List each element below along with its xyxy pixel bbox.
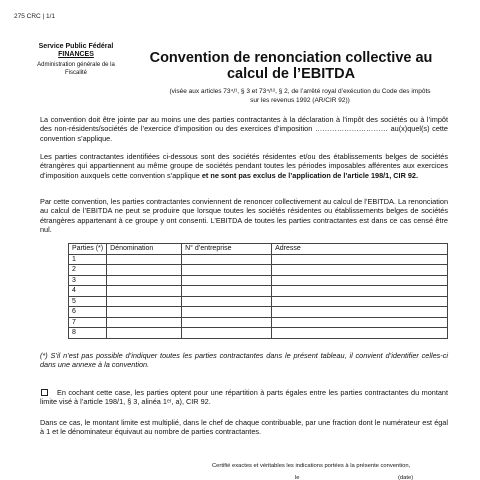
enterprise-number-cell[interactable] <box>182 307 272 318</box>
address-cell[interactable] <box>272 286 448 297</box>
row-number: 3 <box>69 275 107 286</box>
header-parties: Parties (*) <box>69 244 107 255</box>
header-address: Adresse <box>272 244 448 255</box>
row-number: 4 <box>69 286 107 297</box>
table-row <box>69 296 448 307</box>
address-cell[interactable] <box>272 265 448 276</box>
legal-reference-line-2: sur les revenus 1992 (AR/CIR 92)) <box>250 97 350 104</box>
equal-split-label: En cochant cette case, les parties optent pour une répartition à parts égales entre les parties contractantes du montant limite visé à l’article 198/1, § 3, alinéa 1ᵉʳ, a), CIR 92. <box>40 388 448 407</box>
paragraph-parties-text: Les parties contractantes identifiées ci-dessous sont des sociétés résidentes et/ou des établissements belges de sociétés étrangères qui appartiennent au même groupe de sociétés pendant toutes les périodes imposables afférentes aux exercices d’imposition auxquels cette convention s’applique <box>40 152 448 180</box>
place-label: le <box>295 475 300 480</box>
denomination-cell[interactable] <box>107 265 182 276</box>
enterprise-number-cell[interactable] <box>182 296 272 307</box>
denomination-cell[interactable] <box>107 307 182 318</box>
table-row <box>69 265 448 276</box>
paragraph-renunciation: Par cette convention, les parties contractantes conviennent de renoncer collectivement au calcul de l’EBITDA. La renonciation au calcul de l’EBITDA ne peut se produire que lorsque toutes les sociétés résidentes ou établissements belges de sociétés étrangères appartenant à ce groupe y ont consenti. L’EBITDA de toutes les parties contractantes est dans ce cas censé être nul. <box>40 197 448 234</box>
enterprise-number-cell[interactable] <box>182 254 272 265</box>
table-row <box>69 254 448 265</box>
paragraph-limit-fraction: Dans ce cas, le montant limite est multiplié, dans le chef de chaque contribuable, par une fraction dont le numérateur est égal à 1 et le dénominateur équivaut au nombre de parties contractantes. <box>40 418 448 437</box>
address-cell[interactable] <box>272 307 448 318</box>
enterprise-number-cell[interactable] <box>182 265 272 276</box>
paragraph-parties-bold: et ne sont pas exclus de l’application de l’article 198/1, CIR 92. <box>201 170 419 180</box>
equal-split-checkbox[interactable] <box>41 389 48 396</box>
denomination-cell[interactable] <box>107 275 182 286</box>
denomination-cell[interactable] <box>107 286 182 297</box>
enterprise-number-cell[interactable] <box>182 286 272 297</box>
certification-text: Certifié exactes et véritables les indications portées à la présente convention, <box>212 463 411 469</box>
address-cell[interactable] <box>272 317 448 328</box>
equal-split-option <box>40 388 448 407</box>
row-number: 5 <box>69 296 107 307</box>
header-denomination: Dénomination <box>107 244 182 255</box>
legal-reference-line-1: (visée aux articles 73⁴/¹, § 3 et 73⁴/¹², § 2, de l’arrêté royal d’exécution du Code des impôts <box>169 88 431 95</box>
row-number: 6 <box>69 307 107 318</box>
row-number: 7 <box>69 317 107 328</box>
table-row <box>69 328 448 339</box>
address-cell[interactable] <box>272 254 448 265</box>
header-enterprise-number: N° d’entreprise <box>182 244 272 255</box>
table-row <box>69 275 448 286</box>
table-footnote: (*) S’il n’est pas possible d’indiquer toutes les parties contractantes dans le présent tableau, il convient d’identifier celles-ci dans une annexe à la convention. <box>40 351 448 370</box>
row-number: 2 <box>69 265 107 276</box>
parties-table <box>68 243 448 339</box>
denomination-cell[interactable] <box>107 296 182 307</box>
row-number: 1 <box>69 254 107 265</box>
address-cell[interactable] <box>272 328 448 339</box>
paragraph-attachment: La convention doit être jointe par au moins une des parties contractantes à la déclaration à l’impôt des sociétés ou à l’impôt des non-résidents/sociétés de l’exercice d’imposition ou des exercices d’imposition ………………………… au(x)quel(s) cette convention s’applique. <box>40 115 448 143</box>
enterprise-number-cell[interactable] <box>182 328 272 339</box>
enterprise-number-cell[interactable] <box>182 275 272 286</box>
issuer-line-1: Service Public Fédéral <box>38 43 114 50</box>
form-id: 275 CRC | 1/1 <box>14 13 56 20</box>
issuer-block <box>28 43 124 77</box>
table-row <box>69 317 448 328</box>
denomination-cell[interactable] <box>107 254 182 265</box>
denomination-cell[interactable] <box>107 317 182 328</box>
address-cell[interactable] <box>272 296 448 307</box>
issuer-line-2: FINANCES <box>58 51 94 58</box>
table-header-row <box>69 244 448 255</box>
issuer-line-3: Administration générale de la Fiscalité <box>37 62 115 76</box>
table-row <box>69 286 448 297</box>
table-row <box>69 307 448 318</box>
address-cell[interactable] <box>272 275 448 286</box>
legal-reference <box>150 87 450 105</box>
date-label: (date) <box>398 475 414 480</box>
document-title: Convention de renonciation collective au calcul de l’EBITDA <box>149 50 433 82</box>
paragraph-parties <box>40 152 448 180</box>
enterprise-number-cell[interactable] <box>182 317 272 328</box>
denomination-cell[interactable] <box>107 328 182 339</box>
row-number: 8 <box>69 328 107 339</box>
